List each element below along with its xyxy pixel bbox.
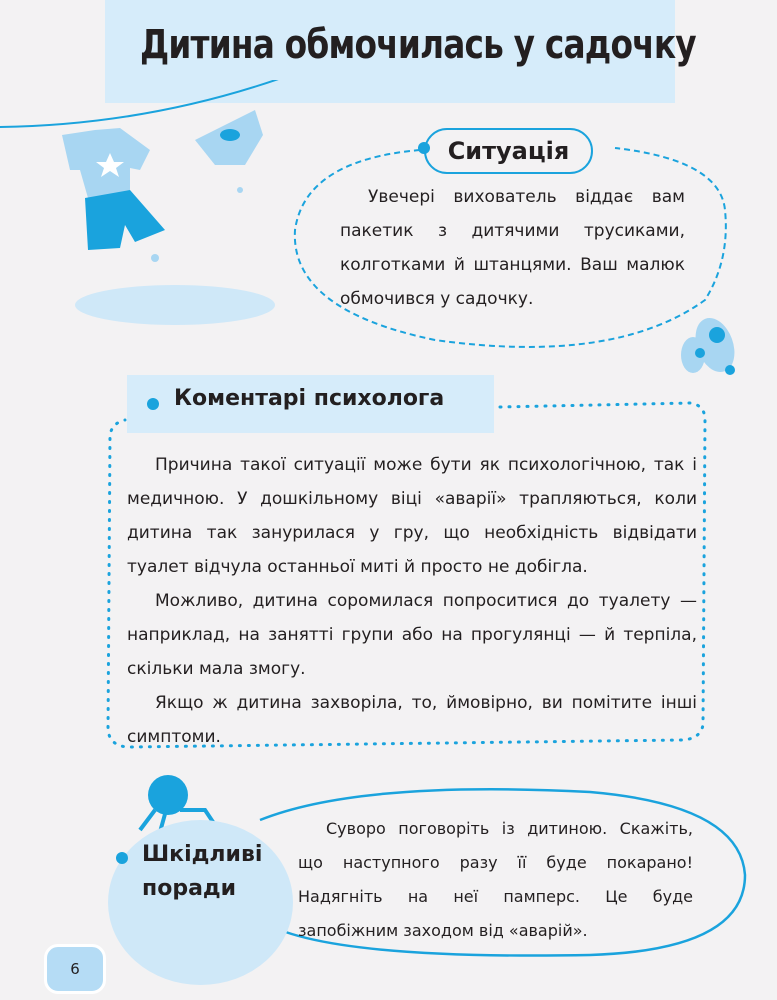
situation-label: Ситуація: [447, 137, 570, 165]
advice-text: Суворо поговоріть із дитиною. Скажіть, що наступного разу її буде покарано! Надягніть на неї памперс. Це буде запобіжним заходом від «аварій».: [298, 819, 693, 940]
page-title: Дитина обмочилась у садочку: [140, 22, 696, 68]
advice-heading-line1: Шкідливі: [142, 842, 263, 867]
psychologist-heading: Коментарі психолога: [174, 386, 445, 411]
advice-heading: [142, 838, 262, 906]
clothesline-illustration: [0, 80, 300, 360]
situation-text: Увечері вихователь віддає вам пакетик з дитячими трусиками, колготками й штанцями. Ваш малюк обмочився у садочку.: [340, 187, 685, 309]
page-number: 6: [44, 944, 106, 994]
psychologist-text: Причина такої ситуації може бути як психологічною, так і медичною. У дошкільному віці «аварії» трапляються, коли дитина так занурилася у гру, що необхідність відвідати туалет відчула останньої миті й просто не добігла. Можливо, дитина соромилася попроситися до туалету — наприклад, на занятті групи або на прогулянці — й терпіла, скільки мала змогу. Якщо ж дитина захворіла, то, ймовірно, ви помітите інші симптоми.: [127, 455, 697, 747]
advice-bullet-icon: [116, 852, 128, 864]
advice-heading-line2: поради: [142, 876, 237, 901]
butterfly-icon: [665, 315, 750, 385]
